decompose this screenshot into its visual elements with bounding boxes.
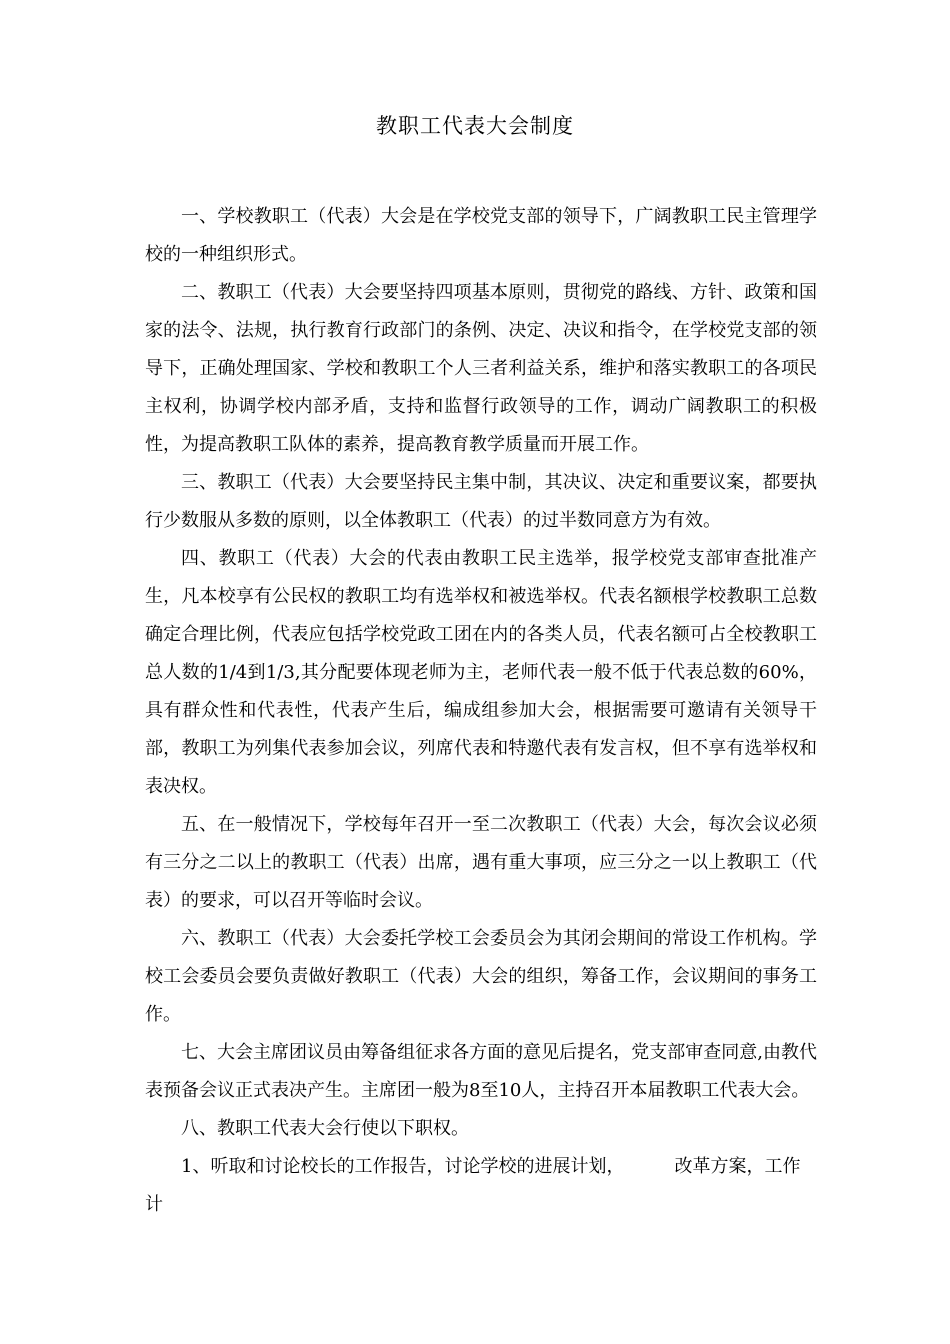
paragraph-2: 二、教职工（代表）大会要坚持四项基本原则，贯彻党的路线、方针、政策和国家的法令、法规，执行教育行政部门的条例、决定、决议和指令，在学校党支部的领导下，正确处理国家、学校和教职工个人三者利益关系，维护和落实教职工的各项民主权利，协调学校内部矛盾，支持和监督行政领导的工作，调动广阔教职工的积极性，为提高教职工队体的素养，提高教育教学质量而开展工作。: [145, 282, 817, 455]
document-body: [145, 198, 817, 1224]
document-title: 教职工代表大会制度: [376, 114, 574, 138]
paragraph-9-part-2: 改革方案，工作计: [145, 1156, 801, 1215]
paragraph-1: 一、学校教职工（代表）大会是在学校党支部的领导下，广阔教职工民主管理学校的一种组织形式。: [145, 206, 817, 265]
paragraph-7: 七、大会主席团议员由筹备组征求各方面的意见后提名，党支部审查同意,由教代表预备会议正式表决产生。主席团一般为8至10人，主持召开本届教职工代表大会。: [145, 1042, 817, 1101]
paragraph-3: 三、教职工（代表）大会要坚持民主集中制，其决议、决定和重要议案，都要执行少数服从多数的原则，以全体教职工（代表）的过半数同意方为有效。: [145, 472, 817, 531]
paragraph-9-part-1: 1、听取和讨论校长的工作报告，讨论学校的进展计划，: [181, 1156, 625, 1177]
paragraph-8: 八、教职工代表大会行使以下职权。: [181, 1118, 469, 1139]
paragraph-6: 六、教职工（代表）大会委托学校工会委员会为其闭会期间的常设工作机构。学校工会委员会要负责做好教职工（代表）大会的组织，筹备工作，会议期间的事务工作。: [145, 928, 817, 1025]
paragraph-4: 四、教职工（代表）大会的代表由教职工民主选举，报学校党支部审查批准产生，凡本校享有公民权的教职工均有选举权和被选举权。代表名额根学校教职工总数确定合理比例，代表应包括学校党政工团在内的各类人员，代表名额可占全校教职工总人数的1/4到1/3,其分配要体现老师为主，老师代表一般不低于代表总数的60%，具有群众性和代表性，代表产生后，编成组参加大会，根据需要可邀请有关领导干部，教职工为列集代表参加会议，列席代表和特邀代表有发言权，但不享有选举权和表决权。: [145, 548, 817, 797]
paragraph-9: [145, 1148, 817, 1224]
paragraph-5: 五、在一般情况下，学校每年召开一至二次教职工（代表）大会，每次会议必须有三分之二以上的教职工（代表）出席，遇有重大事项，应三分之一以上教职工（代表）的要求，可以召开等临时会议。: [145, 814, 817, 911]
